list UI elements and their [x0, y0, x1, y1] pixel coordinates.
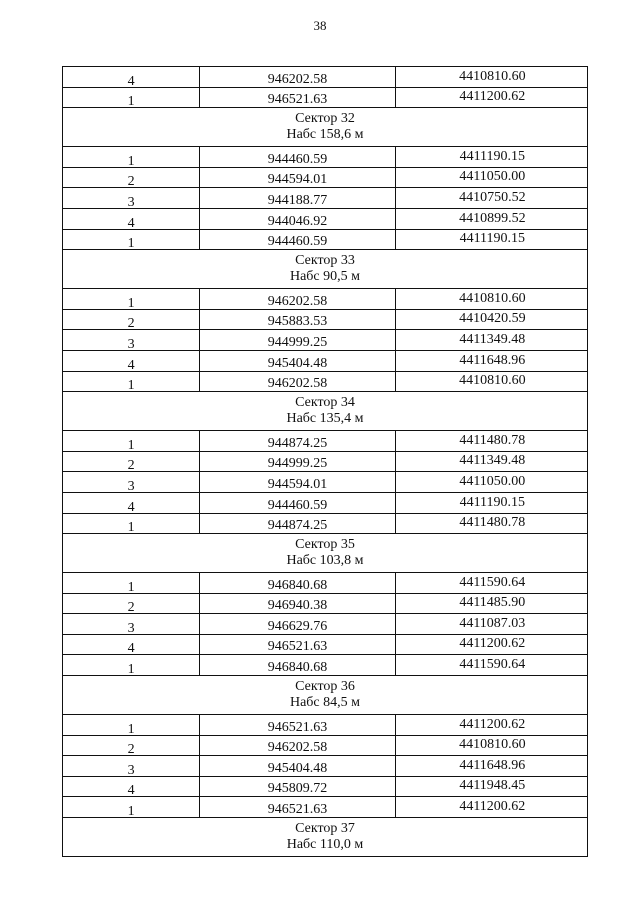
- x-coordinate-cell: [200, 147, 395, 168]
- y-coordinate-cell: [395, 309, 587, 330]
- sector-title: Сектор 35: [295, 537, 355, 553]
- point-number-cell: [63, 573, 200, 594]
- sector-header-cell: [63, 392, 588, 431]
- x-coordinate-cell: [200, 350, 395, 371]
- coordinates-table: [62, 66, 588, 857]
- sector-header-cell: [63, 250, 588, 289]
- y-coordinate-cell: [395, 614, 587, 635]
- table-row: [63, 797, 588, 818]
- x-coordinate-value: 946629.76: [267, 618, 328, 634]
- point-number-value: 1: [127, 94, 135, 110]
- y-coordinate-cell: [395, 229, 587, 250]
- table-row: [63, 309, 588, 330]
- point-number-cell: [63, 147, 200, 168]
- x-coordinate-value: 944999.25: [267, 456, 328, 472]
- y-coordinate-cell: [395, 87, 587, 108]
- point-number-cell: [63, 167, 200, 188]
- y-coordinate-cell: [395, 797, 587, 818]
- point-number-value: 1: [127, 804, 135, 820]
- y-coordinate-value: 4410750.52: [459, 189, 526, 205]
- point-number-cell: [63, 330, 200, 351]
- point-number-value: 2: [127, 174, 135, 190]
- y-coordinate-value: 4411648.96: [459, 757, 526, 773]
- table-row: [63, 776, 588, 797]
- point-number-cell: [63, 188, 200, 209]
- x-coordinate-cell: [200, 593, 395, 614]
- y-coordinate-value: 4410899.52: [459, 210, 526, 226]
- sector-title: Сектор 36: [295, 679, 355, 695]
- x-coordinate-cell: [200, 513, 395, 534]
- point-number-value: 2: [127, 316, 135, 332]
- x-coordinate-cell: [200, 492, 395, 513]
- point-number-value: 1: [127, 721, 135, 737]
- sector-title: Сектор 34: [295, 395, 355, 411]
- point-number-cell: [63, 309, 200, 330]
- sector-header-row: [63, 392, 588, 431]
- x-coordinate-value: 944460.59: [267, 151, 328, 167]
- x-coordinate-value: 946521.63: [267, 639, 328, 655]
- x-coordinate-value: 945883.53: [267, 314, 328, 330]
- table-row: [63, 756, 588, 777]
- sector-header-row: [63, 250, 588, 289]
- x-coordinate-value: 946202.58: [267, 376, 328, 392]
- y-coordinate-cell: [395, 208, 587, 229]
- x-coordinate-cell: [200, 451, 395, 472]
- x-coordinate-value: 946202.58: [267, 71, 328, 87]
- point-number-cell: [63, 350, 200, 371]
- page-number: 38: [313, 18, 327, 33]
- x-coordinate-cell: [200, 309, 395, 330]
- table-row: [63, 715, 588, 736]
- y-coordinate-value: 4411190.15: [459, 494, 526, 510]
- y-coordinate-value: 4411485.90: [459, 595, 526, 611]
- x-coordinate-cell: [200, 776, 395, 797]
- table-row: [63, 167, 588, 188]
- y-coordinate-cell: [395, 715, 587, 736]
- x-coordinate-cell: [200, 797, 395, 818]
- table-row: [63, 431, 588, 452]
- x-coordinate-value: 946202.58: [267, 740, 328, 756]
- x-coordinate-cell: [200, 431, 395, 452]
- point-number-cell: [63, 655, 200, 676]
- sector-header-cell: [63, 534, 588, 573]
- x-coordinate-cell: [200, 229, 395, 250]
- y-coordinate-value: 4411087.03: [459, 615, 526, 631]
- x-coordinate-value: 945404.48: [267, 355, 328, 371]
- sector-header-row: [63, 534, 588, 573]
- table-row: [63, 492, 588, 513]
- sector-title: Сектор 37: [295, 821, 355, 837]
- table-row: [63, 289, 588, 310]
- y-coordinate-value: 4411349.48: [459, 453, 526, 469]
- point-number-cell: [63, 229, 200, 250]
- x-coordinate-cell: [200, 371, 395, 392]
- sector-header-cell: [63, 818, 588, 857]
- point-number-value: 1: [127, 579, 135, 595]
- table-row: [63, 67, 588, 88]
- sector-height: Набс 103,8 м: [286, 553, 364, 569]
- y-coordinate-cell: [395, 634, 587, 655]
- sector-height: Набс 135,4 м: [286, 411, 364, 427]
- x-coordinate-value: 944594.01: [267, 172, 328, 188]
- sector-header-row: [63, 818, 588, 857]
- y-coordinate-cell: [395, 492, 587, 513]
- table-row: [63, 87, 588, 108]
- point-number-cell: [63, 715, 200, 736]
- point-number-cell: [63, 593, 200, 614]
- y-coordinate-value: 4410420.59: [459, 311, 526, 327]
- x-coordinate-value: 946521.63: [267, 719, 328, 735]
- point-number-cell: [63, 431, 200, 452]
- x-coordinate-cell: [200, 188, 395, 209]
- point-number-value: 2: [127, 742, 135, 758]
- point-number-value: 4: [127, 357, 135, 373]
- table-row: [63, 614, 588, 635]
- y-coordinate-value: 4411648.96: [459, 352, 526, 368]
- point-number-value: 4: [127, 783, 135, 799]
- x-coordinate-value: 946940.38: [267, 598, 328, 614]
- y-coordinate-cell: [395, 756, 587, 777]
- table-row: [63, 655, 588, 676]
- x-coordinate-value: 946202.58: [267, 293, 328, 309]
- x-coordinate-cell: [200, 167, 395, 188]
- x-coordinate-value: 944046.92: [267, 213, 328, 229]
- y-coordinate-value: 4411948.45: [459, 778, 526, 794]
- sector-header-cell: [63, 108, 588, 147]
- x-coordinate-cell: [200, 472, 395, 493]
- point-number-cell: [63, 371, 200, 392]
- x-coordinate-cell: [200, 289, 395, 310]
- y-coordinate-value: 4411590.64: [459, 574, 526, 590]
- x-coordinate-cell: [200, 614, 395, 635]
- y-coordinate-value: 4411190.15: [459, 231, 526, 247]
- sector-title: Сектор 33: [295, 253, 355, 269]
- y-coordinate-cell: [395, 67, 587, 88]
- y-coordinate-cell: [395, 655, 587, 676]
- y-coordinate-cell: [395, 593, 587, 614]
- point-number-value: 4: [127, 499, 135, 515]
- x-coordinate-value: 946840.68: [267, 577, 328, 593]
- point-number-cell: [63, 735, 200, 756]
- y-coordinate-cell: [395, 371, 587, 392]
- point-number-cell: [63, 208, 200, 229]
- point-number-value: 1: [127, 295, 135, 311]
- y-coordinate-cell: [395, 776, 587, 797]
- point-number-value: 1: [127, 520, 135, 536]
- sector-height: Набс 110,0 м: [286, 837, 364, 853]
- y-coordinate-value: 4411590.64: [459, 657, 526, 673]
- x-coordinate-cell: [200, 756, 395, 777]
- table-row: [63, 350, 588, 371]
- point-number-cell: [63, 614, 200, 635]
- y-coordinate-value: 4410810.60: [459, 290, 526, 306]
- y-coordinate-value: 4411200.62: [459, 716, 526, 732]
- table-row: [63, 451, 588, 472]
- table-row: [63, 634, 588, 655]
- point-number-value: 1: [127, 236, 135, 252]
- x-coordinate-value: 945809.72: [267, 781, 328, 797]
- table-row: [63, 513, 588, 534]
- point-number-value: 2: [127, 600, 135, 616]
- table-row: [63, 229, 588, 250]
- point-number-value: 3: [127, 762, 135, 778]
- point-number-cell: [63, 776, 200, 797]
- point-number-value: 3: [127, 478, 135, 494]
- point-number-value: 4: [127, 641, 135, 657]
- point-number-cell: [63, 472, 200, 493]
- x-coordinate-value: 944460.59: [267, 234, 328, 250]
- y-coordinate-cell: [395, 431, 587, 452]
- x-coordinate-value: 946521.63: [267, 92, 328, 108]
- point-number-cell: [63, 67, 200, 88]
- point-number-cell: [63, 87, 200, 108]
- point-number-cell: [63, 289, 200, 310]
- y-coordinate-value: 4411480.78: [459, 432, 526, 448]
- point-number-value: 2: [127, 458, 135, 474]
- x-coordinate-value: 944874.25: [267, 435, 328, 451]
- point-number-value: 3: [127, 336, 135, 352]
- point-number-cell: [63, 634, 200, 655]
- table-row: [63, 371, 588, 392]
- sector-header-row: [63, 108, 588, 147]
- point-number-cell: [63, 492, 200, 513]
- y-coordinate-cell: [395, 188, 587, 209]
- point-number-value: 1: [127, 153, 135, 169]
- y-coordinate-cell: [395, 167, 587, 188]
- table-row: [63, 472, 588, 493]
- point-number-cell: [63, 451, 200, 472]
- point-number-value: 4: [127, 73, 135, 89]
- table-row: [63, 573, 588, 594]
- table-row: [63, 735, 588, 756]
- y-coordinate-value: 4410810.60: [459, 737, 526, 753]
- sector-height: Набс 158,6 м: [286, 127, 364, 143]
- y-coordinate-cell: [395, 350, 587, 371]
- table-row: [63, 330, 588, 351]
- x-coordinate-value: 944999.25: [267, 334, 328, 350]
- x-coordinate-cell: [200, 208, 395, 229]
- x-coordinate-value: 944460.59: [267, 497, 328, 513]
- x-coordinate-cell: [200, 87, 395, 108]
- point-number-value: 1: [127, 662, 135, 678]
- x-coordinate-cell: [200, 634, 395, 655]
- x-coordinate-value: 944188.77: [267, 192, 328, 208]
- y-coordinate-cell: [395, 735, 587, 756]
- point-number-cell: [63, 797, 200, 818]
- x-coordinate-cell: [200, 330, 395, 351]
- coordinates-table-body: [63, 67, 588, 857]
- sector-title: Сектор 32: [295, 111, 355, 127]
- x-coordinate-value: 946840.68: [267, 660, 328, 676]
- x-coordinate-value: 944874.25: [267, 518, 328, 534]
- y-coordinate-value: 4410810.60: [459, 373, 526, 389]
- x-coordinate-cell: [200, 67, 395, 88]
- y-coordinate-value: 4411050.00: [459, 473, 526, 489]
- point-number-value: 1: [127, 437, 135, 453]
- y-coordinate-cell: [395, 573, 587, 594]
- table-row: [63, 188, 588, 209]
- y-coordinate-value: 4411349.48: [459, 331, 526, 347]
- y-coordinate-cell: [395, 147, 587, 168]
- y-coordinate-cell: [395, 289, 587, 310]
- point-number-value: 3: [127, 620, 135, 636]
- x-coordinate-value: 945404.48: [267, 760, 328, 776]
- y-coordinate-cell: [395, 330, 587, 351]
- x-coordinate-cell: [200, 735, 395, 756]
- sector-header-cell: [63, 676, 588, 715]
- table-row: [63, 593, 588, 614]
- x-coordinate-value: 946521.63: [267, 802, 328, 818]
- x-coordinate-cell: [200, 655, 395, 676]
- y-coordinate-value: 4411200.62: [459, 89, 526, 105]
- table-row: [63, 208, 588, 229]
- y-coordinate-value: 4411480.78: [459, 515, 526, 531]
- y-coordinate-value: 4411200.62: [459, 799, 526, 815]
- sector-header-row: [63, 676, 588, 715]
- sector-height: Набс 84,5 м: [289, 695, 361, 711]
- sector-height: Набс 90,5 м: [289, 269, 361, 285]
- y-coordinate-value: 4411190.15: [459, 148, 526, 164]
- y-coordinate-cell: [395, 451, 587, 472]
- point-number-value: 1: [127, 378, 135, 394]
- x-coordinate-cell: [200, 573, 395, 594]
- point-number-cell: [63, 756, 200, 777]
- y-coordinate-cell: [395, 472, 587, 493]
- y-coordinate-cell: [395, 513, 587, 534]
- x-coordinate-value: 944594.01: [267, 476, 328, 492]
- x-coordinate-cell: [200, 715, 395, 736]
- y-coordinate-value: 4411200.62: [459, 636, 526, 652]
- y-coordinate-value: 4410810.60: [459, 68, 526, 84]
- point-number-cell: [63, 513, 200, 534]
- table-row: [63, 147, 588, 168]
- point-number-value: 3: [127, 194, 135, 210]
- y-coordinate-value: 4411050.00: [459, 169, 526, 185]
- point-number-value: 4: [127, 215, 135, 231]
